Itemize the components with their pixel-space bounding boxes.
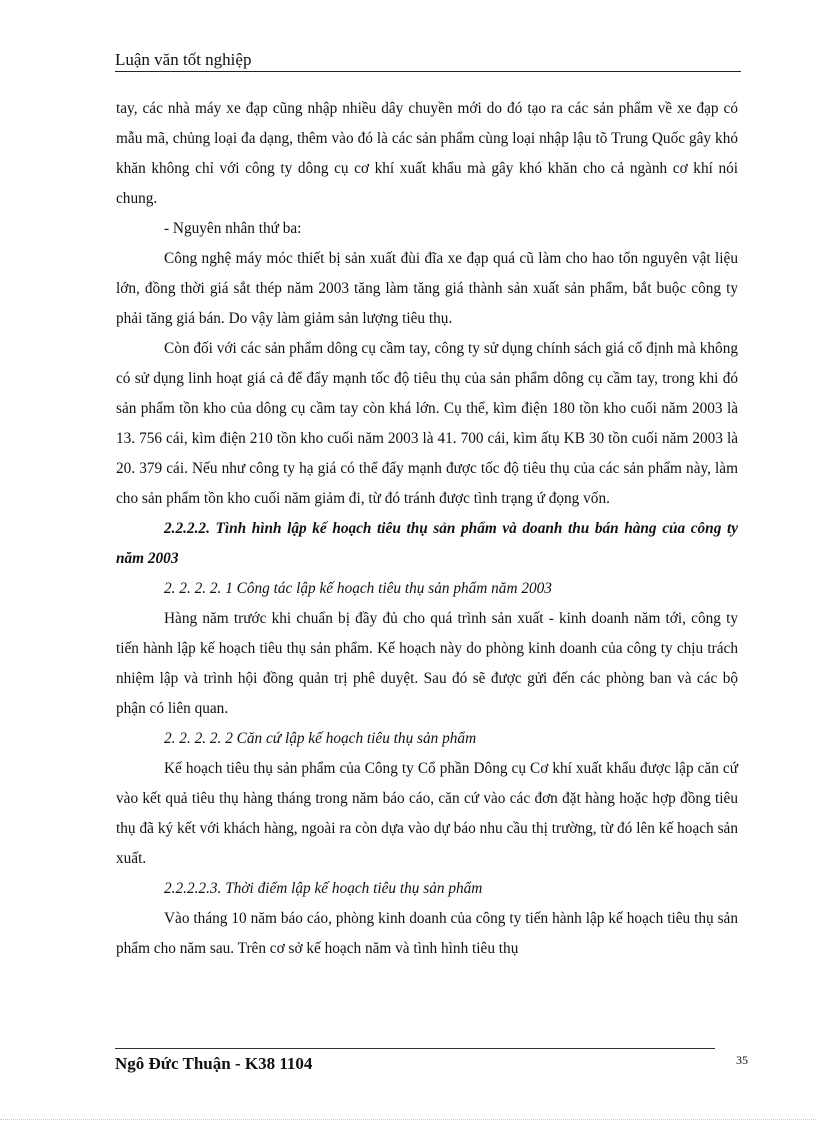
paragraph: Vào tháng 10 năm báo cáo, phòng kinh doanh của công ty tiến hành lập kế hoạch tiêu thụ sản phẩm cho năm sau. Trên cơ sở kế hoạch năm và tình hình tiêu thụ (116, 910, 738, 957)
paragraph: Công nghệ máy móc thiết bị sản xuất đùi đĩa xe đạp quá cũ làm cho hao tổn nguyên vật liệu lớn, đồng thời giá sắt thép năm 2003 tăng làm tăng giá thành sản xuất sản phẩm, bắt buộc công ty phải tăng giá bán. Do vậy làm giảm sản lượng tiêu thụ. (116, 250, 738, 327)
paragraph: Hàng năm trước khi chuẩn bị đầy đủ cho quá trình sản xuất - kinh doanh năm tới, công ty tiến hành lập kế hoạch tiêu thụ sản phẩm. Kế hoạch này do phòng kinh doanh của công ty chịu trách nhiệm lập và trình hội đồng quản trị phê duyệt. Sau đó sẽ được gửi đến các phòng ban và các bộ phận có liên quan. (116, 610, 738, 717)
body-text (116, 94, 738, 964)
running-header: Luận văn tốt nghiệp (115, 50, 252, 69)
paragraph: - Nguyên nhân thứ ba: (164, 220, 302, 237)
paragraph: tay, các nhà máy xe đạp cũng nhập nhiều dây chuyền mới do đó tạo ra các sản phẩm về xe đạp có mẫu mã, chủng loại đa dạng, thêm vào đó là các sản phẩm cùng loại nhập lậu tõ Trung Quốc gây khó khăn không chỉ với công ty dông cụ cơ khí xuất khẩu mà gây khó khăn cho cả ngành cơ khí nói chung. (116, 100, 738, 207)
subsection-heading: 2.2.2.2.3. Thời điểm lập kế hoạch tiêu thụ sản phẩm (164, 880, 483, 897)
section-heading: 2.2.2.2. Tình hình lập kế hoạch tiêu thụ sản phẩm và doanh thu bán hàng của công ty năm 2003 (116, 520, 738, 567)
subsection-heading: 2. 2. 2. 2. 1 Công tác lập kế hoạch tiêu thụ sản phẩm năm 2003 (164, 580, 552, 597)
page-edge-divider (0, 1119, 816, 1120)
paragraph: Kế hoạch tiêu thụ sản phẩm của Công ty Cổ phần Dông cụ Cơ khí xuất khẩu được lập căn cứ vào kết quả tiêu thụ hàng tháng trong năm báo cáo, căn cứ vào các đơn đặt hàng hoặc hợp đồng tiêu thụ đã ký kết với khách hàng, ngoài ra còn dựa vào dự báo nhu cầu thị trường, từ đó lên kế hoạch sản xuất. (116, 760, 738, 867)
footer-rule (115, 1048, 715, 1049)
header-rule (115, 71, 741, 72)
paragraph: Còn đối với các sản phẩm dông cụ cầm tay, công ty sử dụng chính sách giá cố định mà không có sử dụng linh hoạt giá cả để đẩy mạnh tốc độ tiêu thụ của sản phẩm dông cụ cầm tay, trong khi đó sản phẩm tồn kho của dông cụ cầm tay còn khá lớn. Cụ thể, kìm điện 180 tồn kho cuối năm 2003 là 13. 756 cái, kìm điện 210 tồn kho cuối năm 2003 là 41. 700 cái, kìm ấtụ KB 30 tồn cuối năm 2003 là 20. 379 cái. Nếu như công ty hạ giá có thể đẩy mạnh được tốc độ tiêu thụ của các sản phẩm này, làm cho sản phẩm tồn kho cuối năm giảm đi, từ đó tránh được tình trạng ứ đọng vốn. (116, 340, 738, 507)
page-number: 35 (736, 1053, 748, 1067)
footer-author: Ngô Đức Thuận - K38 1104 (115, 1054, 313, 1073)
subsection-heading: 2. 2. 2. 2. 2 Căn cứ lập kế hoạch tiêu thụ sản phẩm (164, 730, 477, 747)
